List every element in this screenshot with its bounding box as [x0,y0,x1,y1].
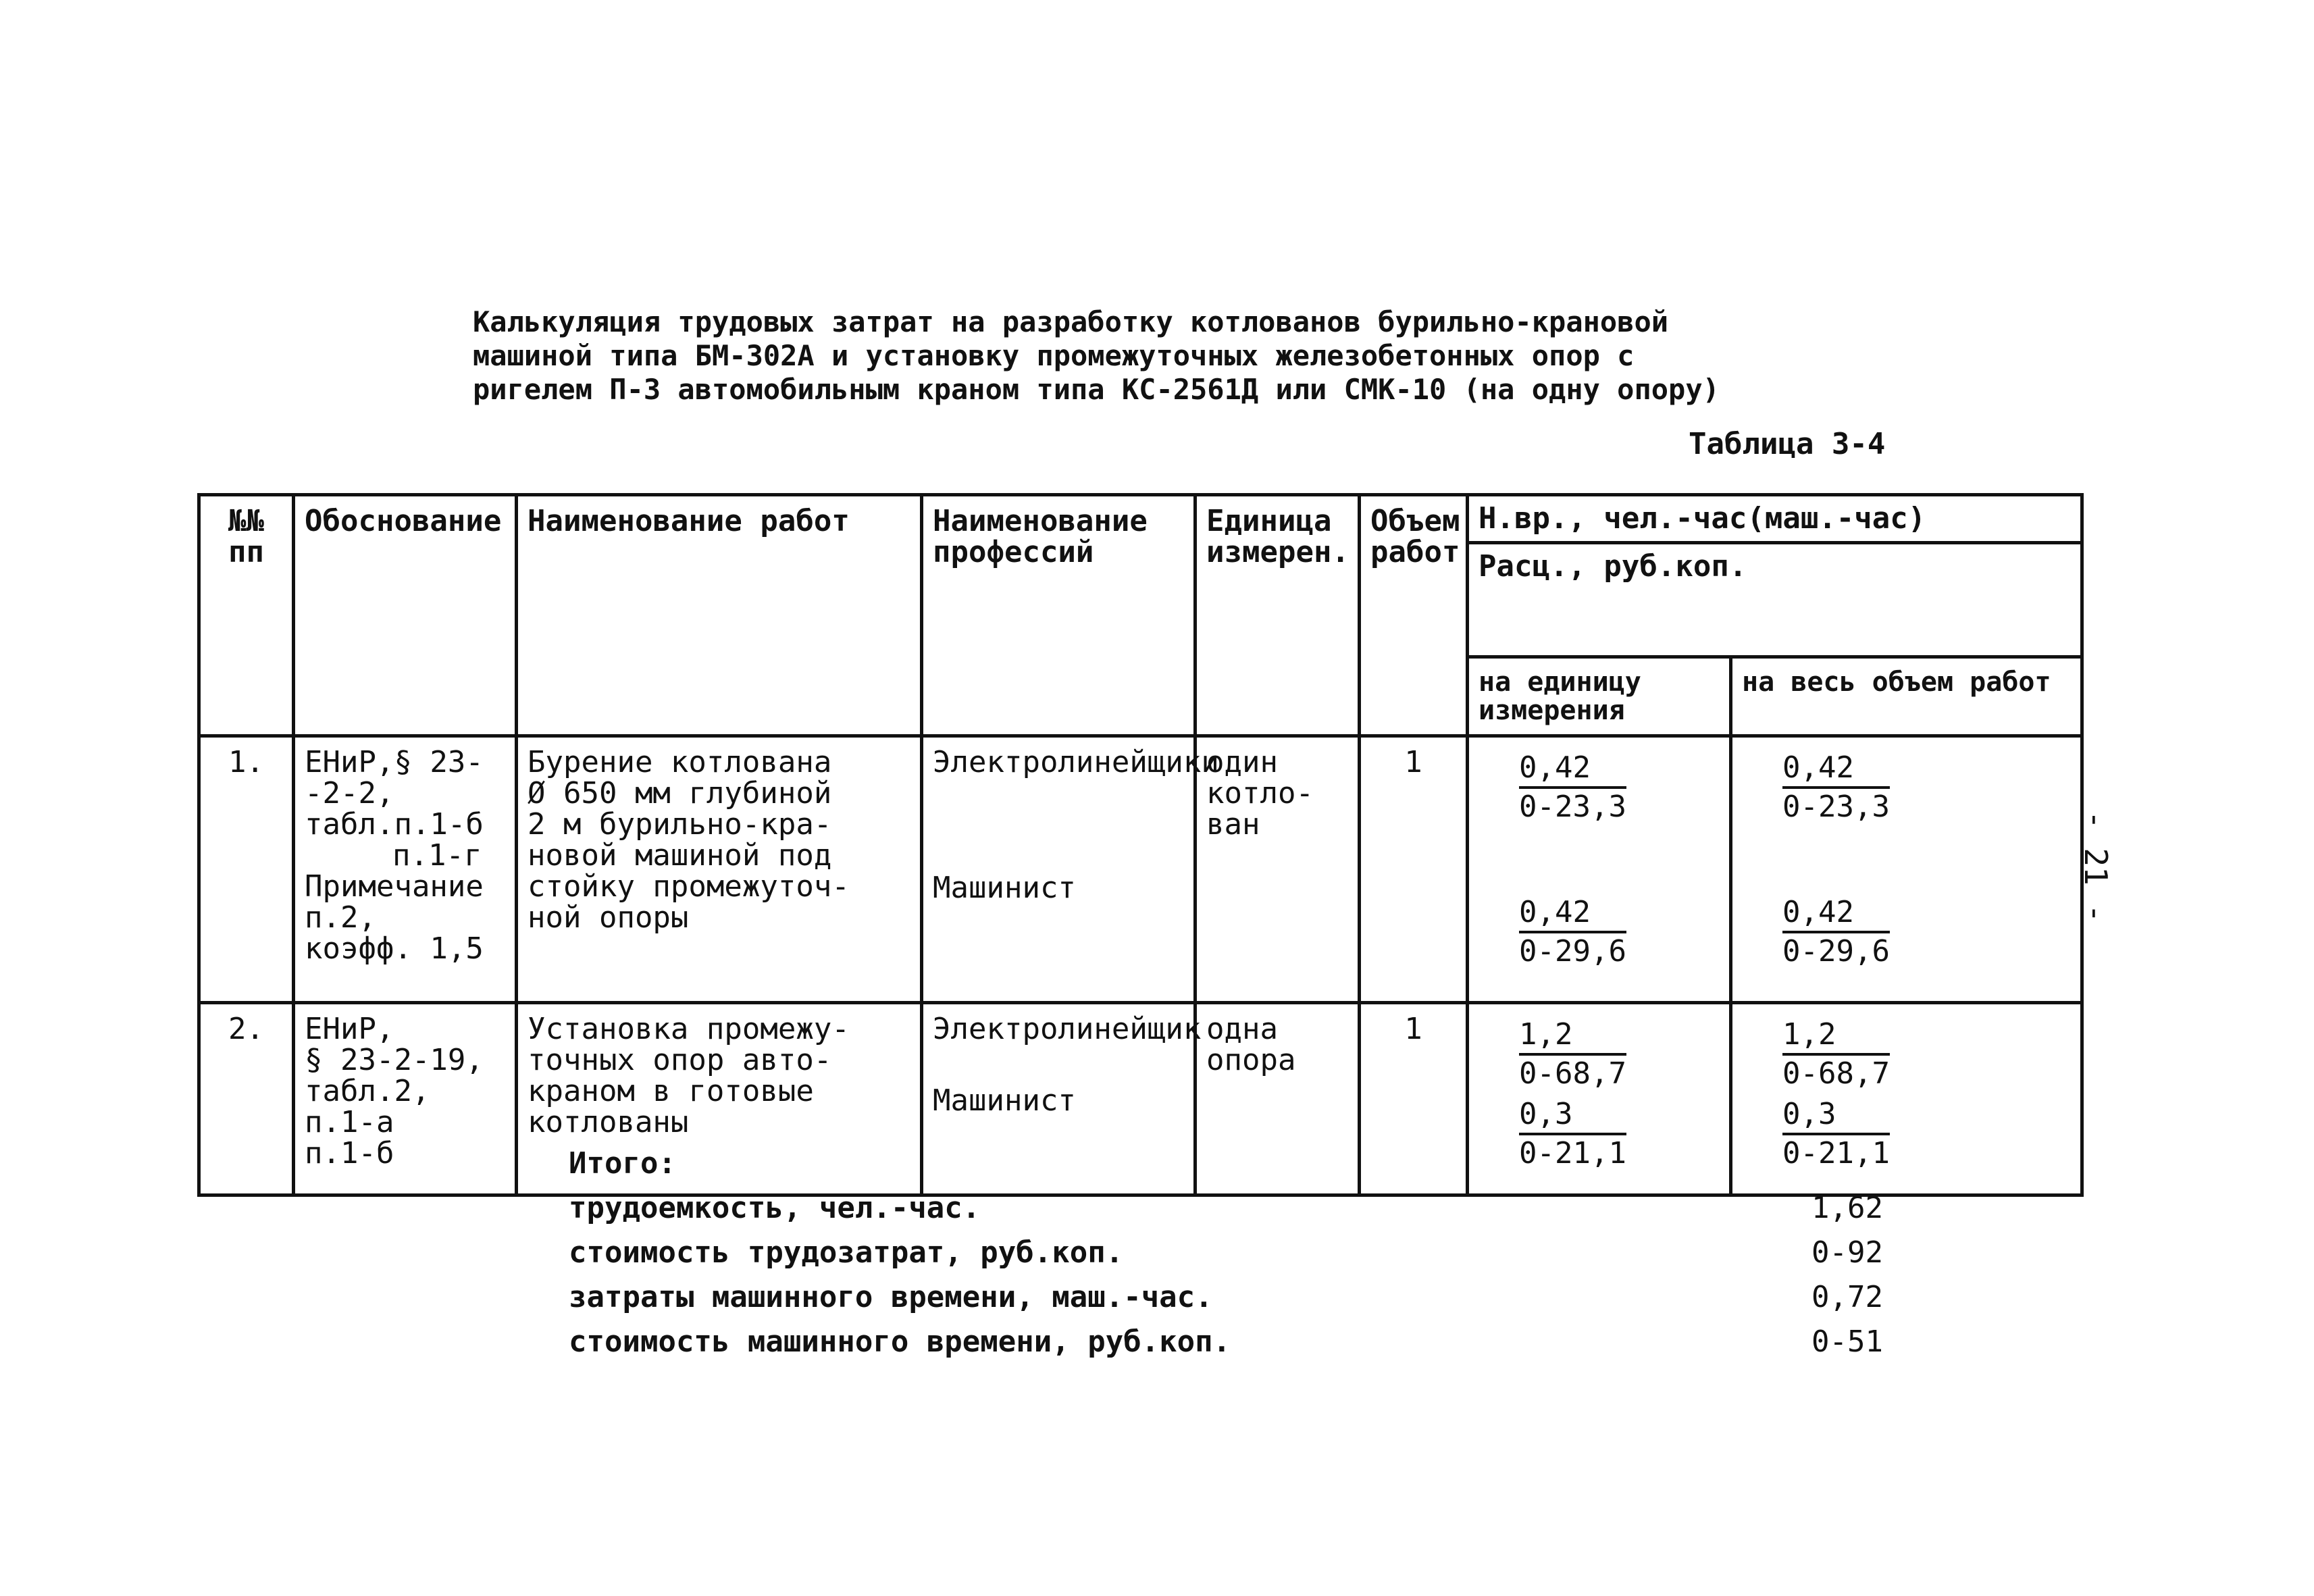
norm-value: 1,2 [1782,1019,1890,1056]
work-line: стойку промежуточ- [528,869,850,904]
rate-value: 0-23,3 [1519,790,1626,824]
norm-value: 0,42 [1519,752,1626,789]
basis-line: -2-2, [305,776,394,810]
work-line: новой машиной под [528,838,832,873]
header-volume: Объем работ [1360,495,1468,736]
header-total: на весь объем работ [1731,657,2082,736]
totals-item [569,1186,1920,1231]
profession-label: Машинист [933,871,1076,905]
row-basis [294,736,517,1003]
basis-line: п.1-а [305,1105,394,1139]
table-row [199,736,2082,1003]
basis-line: ЕНиР,§ 23- [305,745,484,779]
row-work [517,736,922,1003]
row-total [1731,736,2082,1003]
norm-value: 0,42 [1782,752,1890,789]
work-line: котлованы [528,1105,689,1139]
row-volume: 1 [1360,736,1468,1003]
basis-line: табл.п.1-б [305,807,484,842]
title-line: машиной типа БМ-302А и установку промежуточных железобетонных опор с [473,339,1635,372]
rate-value: 0-21,1 [1519,1136,1626,1170]
basis-line: ЕНиР, [305,1012,394,1046]
unit-line: одна [1206,1012,1278,1046]
norm-value: 0,42 [1782,897,1890,933]
work-line: Бурение котлована [528,745,832,779]
unit-line: котло- [1206,776,1314,810]
rate-fraction [1782,752,1890,823]
rate-fraction [1519,1019,1626,1089]
totals-label: затраты машинного времени, маш.-час. [569,1280,1213,1314]
basis-line: п.1-б [305,1136,394,1170]
work-line: точных опор авто- [528,1043,832,1077]
rate-value: 0-21,1 [1782,1136,1890,1170]
row-num: 2. [199,1003,294,1195]
header-num: №№ пп [199,495,294,736]
norm-value: 0,3 [1782,1099,1890,1135]
header-unit: Единица измерен. [1195,495,1360,736]
header-norm: Н.вр., чел.-час(маш.-час) [1469,496,2080,544]
totals-item [569,1320,1920,1364]
row-volume: 1 [1360,1003,1468,1195]
totals-section [569,1141,1920,1364]
row-basis [294,1003,517,1195]
header-work: Наименование работ [517,495,922,736]
totals-value: 0-51 [1811,1324,1883,1359]
header-profession: Наименование профессий [922,495,1195,736]
totals-value: 0,72 [1811,1280,1883,1314]
rate-value: 0-68,7 [1519,1056,1626,1091]
row-num: 1. [199,736,294,1003]
totals-heading: Итого: [569,1146,676,1181]
profession-label: Машинист [933,1083,1076,1118]
rate-fraction [1519,897,1626,967]
unit-line: ван [1206,807,1260,842]
rate-fraction [1519,752,1626,823]
work-line: 2 м бурильно-кра- [528,807,832,842]
header-basis: Обоснование [294,495,517,736]
totals-label: трудоемкость, чел.-час. [569,1191,981,1225]
rate-fraction [1782,1019,1890,1089]
work-line: Ø 650 мм глубиной [528,776,832,810]
totals-label: стоимость трудозатрат, руб.коп. [569,1235,1124,1270]
header-rates [1468,495,2082,657]
header-rate: Расц., руб.коп. [1479,549,1747,584]
totals-value: 0-92 [1811,1235,1883,1270]
unit-line: опора [1206,1043,1296,1077]
basis-line: § 23-2-19, [305,1043,484,1077]
totals-item [569,1275,1920,1320]
rate-value: 0-29,6 [1519,934,1626,969]
calculation-table [197,493,2084,1197]
rate-value: 0-29,6 [1782,934,1890,969]
profession-label: Электролинейщики [933,745,1219,779]
norm-value: 0,3 [1519,1099,1626,1135]
basis-line: табл.2, [305,1074,430,1108]
page-number: - 21 - [2078,810,2114,923]
norm-value: 0,42 [1519,897,1626,933]
rate-value: 0-68,7 [1782,1056,1890,1091]
row-unit [1195,736,1360,1003]
row-per-unit [1468,736,1731,1003]
norm-value: 1,2 [1519,1019,1626,1056]
basis-line: Примечание [305,869,484,904]
totals-item [569,1231,1920,1275]
basis-line: п.1-г [392,838,482,873]
rate-fraction [1782,897,1890,967]
row-profession [922,736,1219,1003]
header-per-unit: на единицу измерения [1468,657,1731,736]
rate-value: 0-23,3 [1782,790,1890,824]
table-label: Таблица 3-4 [1689,427,1886,461]
basis-line: коэфф. 1,5 [305,931,484,966]
unit-line: один [1206,745,1278,779]
title-line: ригелем П-3 автомобильным краном типа КС-2561Д или СМК-10 (на одну опору) [473,373,1720,406]
totals-value: 1,62 [1811,1191,1883,1225]
basis-line: п.2, [305,900,376,935]
title-line: Калькуляция трудовых затрат на разработку котлованов бурильно-крановой [473,305,1669,338]
work-line: ной опоры [528,900,689,935]
document-title [473,305,1824,407]
work-line: краном в готовые [528,1074,814,1108]
work-line: Установка промежу- [528,1012,850,1046]
totals-label: стоимость машинного времени, руб.коп. [569,1324,1231,1359]
profession-label: Электролинейщик [933,1012,1202,1046]
